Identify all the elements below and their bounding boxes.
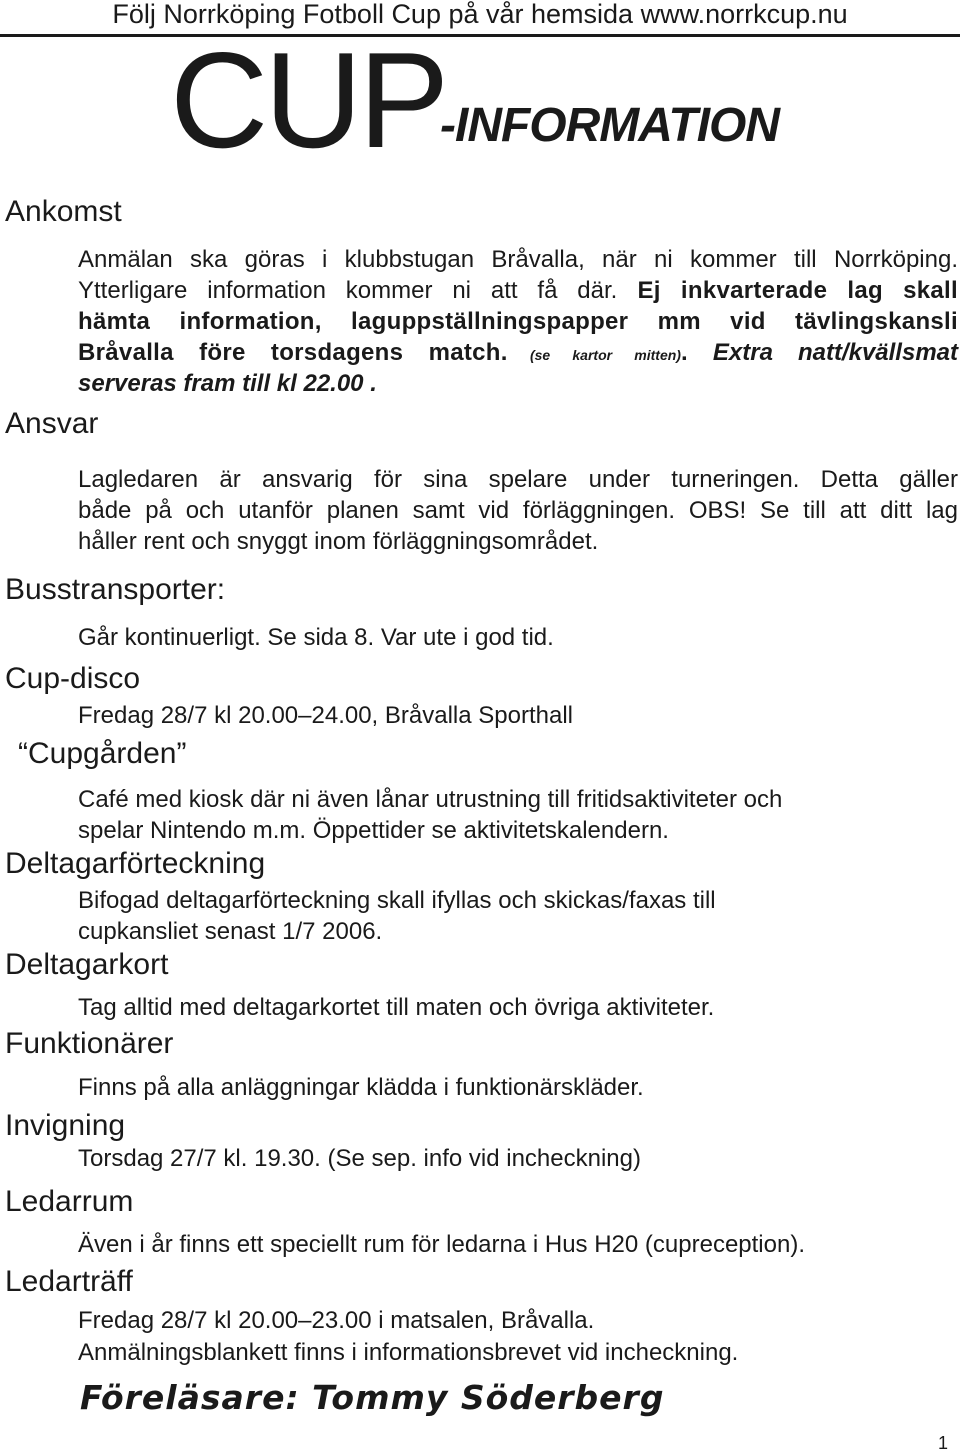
- heading-invigning: Invigning: [5, 1109, 126, 1142]
- heading-ledartraff: Ledarträff: [5, 1265, 133, 1298]
- title-cup: CUP: [170, 24, 446, 176]
- header-rule: [0, 34, 960, 37]
- ansvar-line-2: både på och utanför planen samt vid förläggningen. OBS! Se till att ditt lag: [78, 497, 958, 524]
- heading-cup-disco: Cup-disco: [5, 662, 141, 695]
- cupgarden-line-2: spelar Nintendo m.m. Öppettider se aktivitetskalendern.: [78, 817, 669, 844]
- heading-deltagarforteckning: Deltagarförteckning: [5, 847, 266, 880]
- deltagarforteckning-line-2: cupkansliet senast 1/7 2006.: [78, 918, 383, 945]
- page-number: 1: [938, 1433, 949, 1453]
- ankomst-line-4dot: .: [680, 339, 688, 366]
- heading-busstransporter: Busstransporter:: [5, 573, 226, 606]
- deltagarforteckning-line-1: Bifogad deltagarförteckning skall ifyllas och skickas/faxas till: [78, 887, 716, 914]
- disco-line-1: Fredag 28/7 kl 20.00–24.00, Bråvalla Sporthall: [78, 702, 573, 729]
- ledarrum-line-1: Även i år finns ett speciellt rum för ledarna i Hus H20 (cupreception).: [78, 1231, 805, 1258]
- ansvar-line-1: Lagledaren är ansvarig för sina spelare under turneringen. Detta gäller: [78, 466, 958, 493]
- heading-cupgarden: “Cupgården”: [18, 737, 187, 770]
- ankomst-line-2b: Ej inkvarterade lag skall: [617, 277, 958, 304]
- ansvar-line-3: håller rent och snyggt inom förläggningsområdet.: [78, 528, 599, 555]
- invigning-line-1: Torsdag 27/7 kl. 19.30. (Se sep. info vid incheckning): [78, 1145, 641, 1172]
- heading-ansvar: Ansvar: [5, 407, 99, 440]
- ankomst-line-2: [78, 275, 958, 306]
- page-tagline: Följ Norrköping Fotboll Cup på vår hemsida www.norrkcup.nu: [112, 0, 848, 29]
- ledartraff-line-1: Fredag 28/7 kl 20.00–23.00 i matsalen, Bråvalla.: [78, 1307, 595, 1334]
- heading-ankomst: Ankomst: [5, 195, 122, 228]
- heading-deltagarkort: Deltagarkort: [5, 948, 169, 981]
- cupgarden-line-1: Café med kiosk där ni även lånar utrustning till fritidsaktiviteter och: [78, 786, 783, 813]
- ankomst-map-note: (se kartor mitten): [507, 347, 681, 363]
- funktionarer-line-1: Finns på alla anläggningar klädda i funktionärskläder.: [78, 1074, 644, 1101]
- heading-ledarrum: Ledarrum: [5, 1185, 134, 1218]
- ankomst-line-1: Anmälan ska göras i klubbstugan Bråvalla, när ni kommer till Norrköping.: [78, 246, 958, 273]
- ledartraff-line-2: Anmälningsblankett finns i informationsbrevet vid incheckning.: [78, 1339, 739, 1366]
- ankomst-line-4a: Bråvalla före torsdagens match.: [78, 339, 508, 366]
- ankomst-line-3: hämta information, laguppställningspapper mm vid tävlingskansli: [78, 308, 958, 335]
- heading-funktionarer: Funktionärer: [5, 1027, 174, 1060]
- lecturer-heading: Föreläsare: Tommy Söderberg: [80, 1378, 665, 1417]
- ankomst-line-5: serveras fram till kl 22.00 .: [78, 370, 377, 397]
- ankomst-line-4: [78, 337, 958, 371]
- buss-line-1: Går kontinuerligt. Se sida 8. Var ute i god tid.: [78, 624, 554, 651]
- deltagarkort-line-1: Tag alltid med deltagarkortet till maten och övriga aktiviteter.: [78, 994, 715, 1021]
- ankomst-line-4b: Extra natt/kvällsmat: [687, 339, 959, 366]
- title-information: -INFORMATION: [440, 99, 780, 152]
- ankomst-line-2a: Ytterligare information kommer ni att få där.: [78, 277, 618, 304]
